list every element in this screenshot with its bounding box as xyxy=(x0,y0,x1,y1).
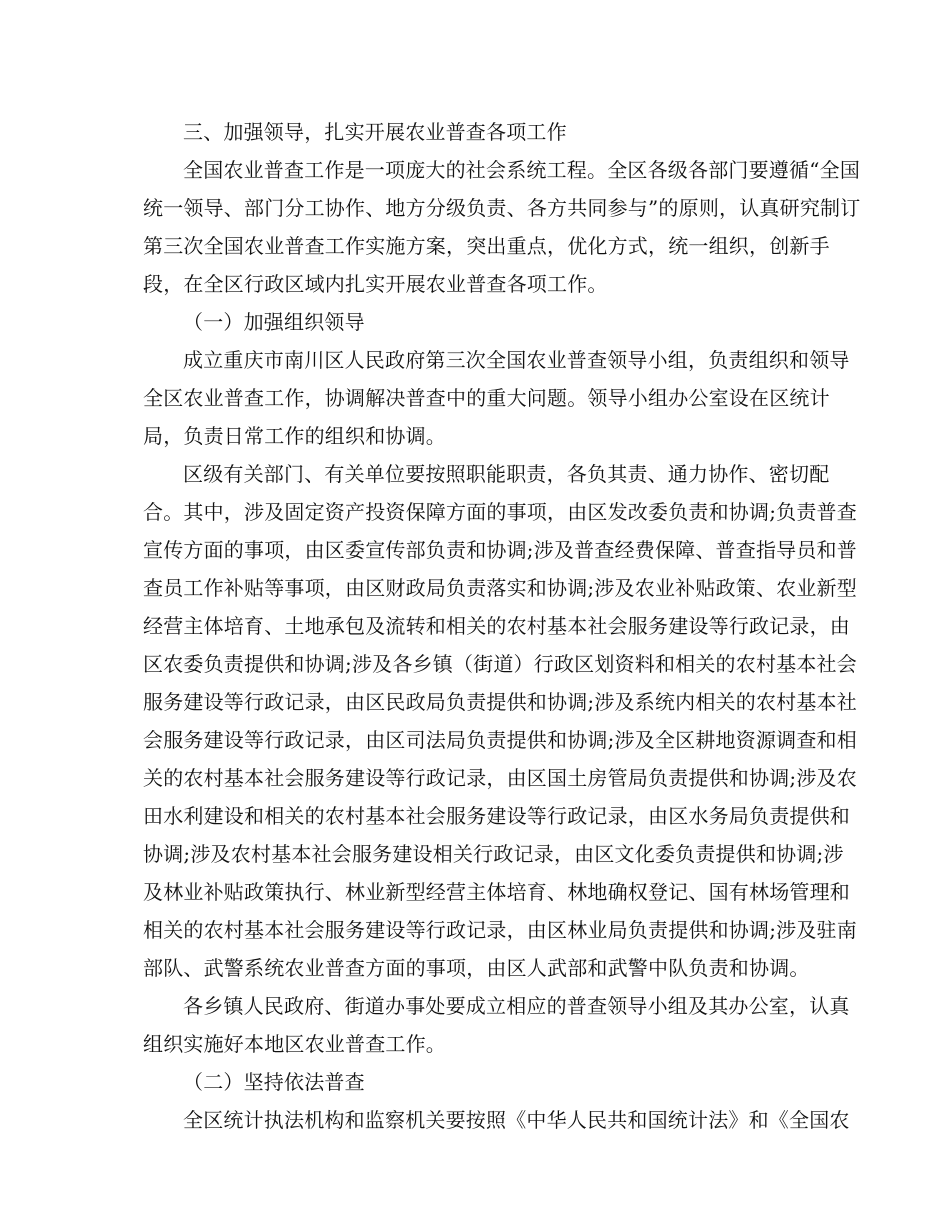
paragraph-line: 宣传方面的事项，由区委宣传部负责和协调;涉及普查经费保障、普查指导员和普 xyxy=(143,538,857,562)
paragraph-line: 全区农业普查工作，协调解决普查中的重大问题。领导小组办公室设在区统计 xyxy=(143,386,830,410)
paragraph-line: 相关的农村基本社会服务建设等行政记录，由区林业局负责提供和协调;涉及驻南 xyxy=(143,918,857,942)
paragraph-line: 部队、武警系统农业普查方面的事项，由区人武部和武警中队负责和协调。 xyxy=(143,956,810,980)
paragraph-line: 统一领导、部门分工协作、地方分级负责、各方共同参与”的原则，认真研究制订 xyxy=(143,196,861,220)
paragraph-line: 第三次全国农业普查工作实施方案，突出重点，优化方式，统一组织，创新手 xyxy=(143,234,830,258)
paragraph-line: 服务建设等行政记录，由区民政局负责提供和协调;涉及系统内相关的农村基本社 xyxy=(143,690,857,714)
paragraph-line: 协调;涉及农村基本社会服务建设相关行政记录，由区文化委负责提供和协调;涉 xyxy=(143,842,844,866)
paragraph-line: 区级有关部门、有关单位要按照职能职责，各负其责、通力协作、密切配 xyxy=(183,462,830,486)
section-heading: 三、加强领导，扎实开展农业普查各项工作 xyxy=(183,120,567,144)
paragraph-line: 段，在全区行政区域内扎实开展农业普查各项工作。 xyxy=(143,272,608,296)
paragraph-line: 关的农村基本社会服务建设等行政记录，由区国土房管局负责提供和协调;涉及农 xyxy=(143,766,857,790)
paragraph-line: 经营主体培育、土地承包及流转和相关的农村基本社会服务建设等行政记录，由 xyxy=(143,614,850,638)
subsection-heading: （一）加强组织领导 xyxy=(183,310,365,334)
paragraph-line: 查员工作补贴等事项，由区财政局负责落实和协调;涉及农业补贴政策、农业新型 xyxy=(143,576,857,600)
paragraph-line: 合。其中，涉及固定资产投资保障方面的事项，由区发改委负责和协调;负责普查 xyxy=(143,500,857,524)
paragraph-line: 成立重庆市南川区人民政府第三次全国农业普查领导小组，负责组织和领导 xyxy=(183,348,850,372)
paragraph-line: 各乡镇人民政府、街道办事处要成立相应的普查领导小组及其办公室，认真 xyxy=(183,994,850,1018)
paragraph-line: 全国农业普查工作是一项庞大的社会系统工程。全区各级各部门要遵循“全国 xyxy=(183,158,861,182)
subsection-heading: （二）坚持依法普查 xyxy=(183,1070,365,1094)
paragraph-line: 及林业补贴政策执行、林业新型经营主体培育、林地确权登记、国有林场管理和 xyxy=(143,880,850,904)
paragraph-line: 组织实施好本地区农业普查工作。 xyxy=(143,1032,446,1056)
paragraph-line: 局，负责日常工作的组织和协调。 xyxy=(143,424,446,448)
paragraph-line: 会服务建设等行政记录，由区司法局负责提供和协调;涉及全区耕地资源调查和相 xyxy=(143,728,857,752)
paragraph-line: 区农委负责提供和协调;涉及各乡镇（街道）行政区划资料和相关的农村基本社会 xyxy=(143,652,857,676)
paragraph-line: 全区统计执法机构和监察机关要按照《中华人民共和国统计法》和《全国农 xyxy=(183,1108,850,1132)
paragraph-line: 田水利建设和相关的农村基本社会服务建设等行政记录，由区水务局负责提供和 xyxy=(143,804,850,828)
